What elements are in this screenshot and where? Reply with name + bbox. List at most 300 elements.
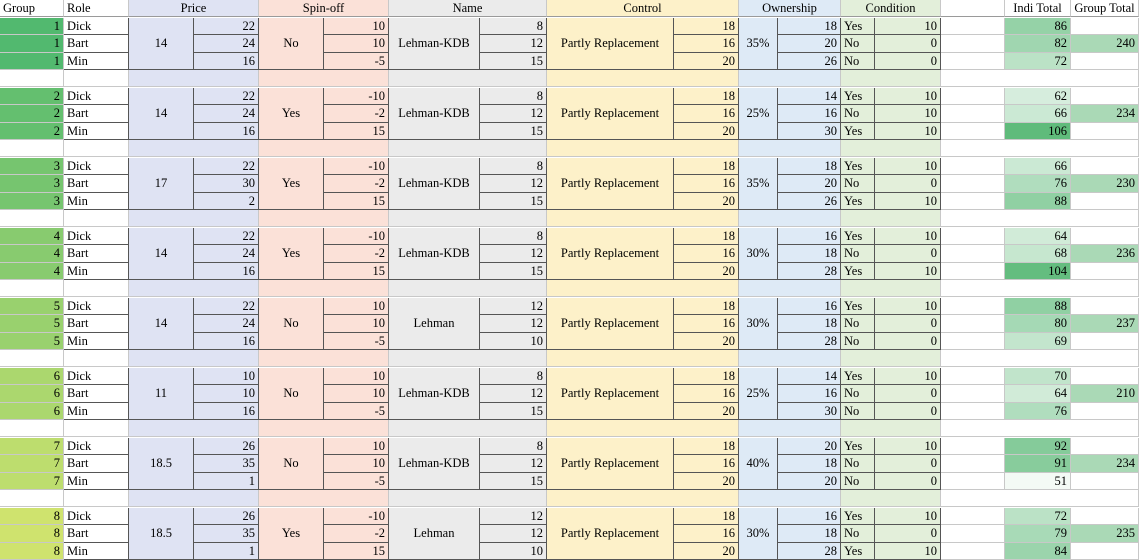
cell-control-value[interactable]: 20	[674, 193, 739, 210]
cell-price-merged[interactable]: 14	[129, 298, 194, 350]
cell-group[interactable]: 6	[0, 385, 64, 402]
cell-blank[interactable]	[941, 525, 1005, 542]
cell-condition-label[interactable]: No	[841, 175, 875, 192]
cell-price-merged[interactable]: 11	[129, 368, 194, 420]
cell-name-value[interactable]: 12	[480, 175, 547, 192]
cell-price-merged[interactable]: 17	[129, 158, 194, 210]
cell-price-value[interactable]: 35	[194, 525, 259, 542]
cell-group-total-blank[interactable]	[1071, 403, 1139, 420]
cell-price-merged[interactable]: 14	[129, 88, 194, 140]
cell-price-merged[interactable]: 18.5	[129, 508, 194, 560]
cell-name-merged[interactable]: Lehman-KDB	[389, 88, 480, 140]
cell-blank[interactable]	[941, 228, 1005, 245]
cell-condition-value[interactable]: 0	[875, 333, 941, 350]
cell-blank[interactable]	[941, 35, 1005, 52]
cell-blank[interactable]	[941, 193, 1005, 210]
cell-name-value[interactable]: 8	[480, 88, 547, 105]
cell-indi-total[interactable]: 66	[1005, 158, 1071, 175]
cell-price-value[interactable]: 35	[194, 455, 259, 472]
cell-condition-value[interactable]: 0	[875, 473, 941, 490]
cell-condition-label[interactable]: No	[841, 53, 875, 70]
cell-spinoff-value[interactable]: 10	[324, 455, 389, 472]
cell-indi-total[interactable]: 106	[1005, 123, 1071, 140]
cell-role[interactable]: Dick	[64, 298, 129, 315]
cell-group[interactable]: 5	[0, 333, 64, 350]
cell-blank[interactable]	[941, 543, 1005, 560]
cell-spinoff-value[interactable]: -5	[324, 53, 389, 70]
cell-role[interactable]: Bart	[64, 315, 129, 332]
cell-role[interactable]: Min	[64, 53, 129, 70]
cell-price-value[interactable]: 22	[194, 298, 259, 315]
cell-ownership-value[interactable]: 18	[778, 525, 841, 542]
cell-ownership-value[interactable]: 30	[778, 403, 841, 420]
cell-spinoff-value[interactable]: 15	[324, 263, 389, 280]
cell-condition-label[interactable]: No	[841, 455, 875, 472]
cell-ownership-value[interactable]: 20	[778, 175, 841, 192]
cell-ownership-merged[interactable]: 30%	[739, 298, 778, 350]
header-indi-total[interactable]: Indi Total	[1005, 0, 1071, 17]
cell-ownership-value[interactable]: 20	[778, 438, 841, 455]
cell-ownership-value[interactable]: 16	[778, 508, 841, 525]
cell-group-total-blank[interactable]	[1071, 228, 1139, 245]
cell-role[interactable]: Min	[64, 193, 129, 210]
cell-condition-label[interactable]: Yes	[841, 543, 875, 560]
cell-condition-value[interactable]: 10	[875, 105, 941, 122]
cell-group-total-blank[interactable]	[1071, 368, 1139, 385]
cell-ownership-value[interactable]: 28	[778, 263, 841, 280]
cell-name-merged[interactable]: Lehman-KDB	[389, 438, 480, 490]
cell-group-total[interactable]: 240	[1071, 35, 1139, 52]
cell-group-total[interactable]: 236	[1071, 245, 1139, 262]
cell-control-value[interactable]: 20	[674, 543, 739, 560]
cell-blank[interactable]	[941, 158, 1005, 175]
cell-blank[interactable]	[941, 333, 1005, 350]
cell-price-value[interactable]: 16	[194, 263, 259, 280]
cell-group-total-blank[interactable]	[1071, 508, 1139, 525]
cell-blank[interactable]	[941, 315, 1005, 332]
cell-role[interactable]: Bart	[64, 245, 129, 262]
cell-spinoff-value[interactable]: 10	[324, 315, 389, 332]
cell-ownership-merged[interactable]: 40%	[739, 438, 778, 490]
cell-name-value[interactable]: 10	[480, 333, 547, 350]
cell-name-merged[interactable]: Lehman-KDB	[389, 228, 480, 280]
cell-indi-total[interactable]: 79	[1005, 525, 1071, 542]
cell-role[interactable]: Bart	[64, 455, 129, 472]
cell-price-value[interactable]: 1	[194, 543, 259, 560]
cell-spinoff-value[interactable]: -10	[324, 508, 389, 525]
cell-spinoff-value[interactable]: -2	[324, 105, 389, 122]
cell-name-value[interactable]: 15	[480, 403, 547, 420]
cell-group[interactable]: 2	[0, 105, 64, 122]
cell-condition-value[interactable]: 10	[875, 368, 941, 385]
cell-control-merged[interactable]: Partly Replacement	[547, 18, 674, 70]
cell-indi-total[interactable]: 76	[1005, 403, 1071, 420]
cell-condition-value[interactable]: 0	[875, 403, 941, 420]
cell-name-value[interactable]: 12	[480, 525, 547, 542]
cell-condition-label[interactable]: Yes	[841, 123, 875, 140]
cell-condition-label[interactable]: No	[841, 315, 875, 332]
cell-indi-total[interactable]: 72	[1005, 53, 1071, 70]
cell-group-total-blank[interactable]	[1071, 543, 1139, 560]
cell-control-value[interactable]: 20	[674, 473, 739, 490]
cell-role[interactable]: Dick	[64, 158, 129, 175]
cell-ownership-value[interactable]: 28	[778, 333, 841, 350]
cell-condition-label[interactable]: No	[841, 473, 875, 490]
header-name[interactable]: Name	[389, 0, 547, 17]
cell-group[interactable]: 4	[0, 228, 64, 245]
cell-indi-total[interactable]: 76	[1005, 175, 1071, 192]
cell-condition-value[interactable]: 0	[875, 455, 941, 472]
cell-ownership-value[interactable]: 16	[778, 228, 841, 245]
cell-name-value[interactable]: 12	[480, 35, 547, 52]
cell-price-value[interactable]: 30	[194, 175, 259, 192]
cell-spinoff-merged[interactable]: Yes	[259, 158, 324, 210]
cell-group-total-blank[interactable]	[1071, 333, 1139, 350]
cell-role[interactable]: Bart	[64, 385, 129, 402]
cell-spinoff-value[interactable]: -10	[324, 228, 389, 245]
cell-group[interactable]: 4	[0, 245, 64, 262]
cell-role[interactable]: Dick	[64, 368, 129, 385]
cell-blank[interactable]	[941, 175, 1005, 192]
cell-control-merged[interactable]: Partly Replacement	[547, 298, 674, 350]
cell-control-value[interactable]: 16	[674, 315, 739, 332]
cell-group[interactable]: 2	[0, 88, 64, 105]
cell-control-value[interactable]: 20	[674, 123, 739, 140]
cell-price-value[interactable]: 24	[194, 315, 259, 332]
cell-spinoff-merged[interactable]: No	[259, 18, 324, 70]
cell-ownership-value[interactable]: 18	[778, 315, 841, 332]
cell-control-value[interactable]: 16	[674, 35, 739, 52]
cell-price-merged[interactable]: 14	[129, 18, 194, 70]
cell-blank[interactable]	[941, 123, 1005, 140]
cell-group-total[interactable]: 234	[1071, 455, 1139, 472]
cell-indi-total[interactable]: 69	[1005, 333, 1071, 350]
cell-spinoff-value[interactable]: -2	[324, 245, 389, 262]
cell-group[interactable]: 1	[0, 53, 64, 70]
cell-group[interactable]: 4	[0, 263, 64, 280]
cell-indi-total[interactable]: 84	[1005, 543, 1071, 560]
cell-indi-total[interactable]: 86	[1005, 18, 1071, 35]
cell-condition-value[interactable]: 0	[875, 245, 941, 262]
cell-role[interactable]: Min	[64, 473, 129, 490]
cell-ownership-value[interactable]: 18	[778, 158, 841, 175]
cell-role[interactable]: Dick	[64, 508, 129, 525]
cell-group-total-blank[interactable]	[1071, 53, 1139, 70]
cell-condition-value[interactable]: 0	[875, 53, 941, 70]
cell-indi-total[interactable]: 70	[1005, 368, 1071, 385]
cell-name-value[interactable]: 15	[480, 53, 547, 70]
cell-name-value[interactable]: 12	[480, 385, 547, 402]
cell-group[interactable]: 7	[0, 438, 64, 455]
cell-name-value[interactable]: 12	[480, 298, 547, 315]
cell-indi-total[interactable]: 66	[1005, 105, 1071, 122]
cell-price-merged[interactable]: 18.5	[129, 438, 194, 490]
cell-control-value[interactable]: 18	[674, 228, 739, 245]
cell-name-value[interactable]: 8	[480, 158, 547, 175]
cell-price-value[interactable]: 22	[194, 228, 259, 245]
cell-spinoff-value[interactable]: 10	[324, 368, 389, 385]
cell-ownership-value[interactable]: 18	[778, 245, 841, 262]
cell-control-value[interactable]: 20	[674, 403, 739, 420]
cell-price-value[interactable]: 24	[194, 35, 259, 52]
cell-role[interactable]: Min	[64, 403, 129, 420]
cell-condition-value[interactable]: 10	[875, 18, 941, 35]
cell-spinoff-value[interactable]: 15	[324, 543, 389, 560]
header-spinoff[interactable]: Spin-off	[259, 0, 389, 17]
cell-name-value[interactable]: 12	[480, 105, 547, 122]
cell-spinoff-value[interactable]: 15	[324, 193, 389, 210]
cell-role[interactable]: Min	[64, 543, 129, 560]
cell-group[interactable]: 8	[0, 525, 64, 542]
cell-indi-total[interactable]: 92	[1005, 438, 1071, 455]
cell-blank[interactable]	[941, 245, 1005, 262]
cell-spinoff-value[interactable]: -5	[324, 403, 389, 420]
cell-condition-label[interactable]: Yes	[841, 158, 875, 175]
cell-price-value[interactable]: 16	[194, 403, 259, 420]
cell-name-merged[interactable]: Lehman	[389, 298, 480, 350]
cell-group-total-blank[interactable]	[1071, 123, 1139, 140]
cell-group[interactable]: 2	[0, 123, 64, 140]
cell-spinoff-value[interactable]: 10	[324, 298, 389, 315]
cell-control-value[interactable]: 16	[674, 175, 739, 192]
cell-price-value[interactable]: 10	[194, 368, 259, 385]
cell-role[interactable]: Min	[64, 263, 129, 280]
cell-condition-label[interactable]: Yes	[841, 88, 875, 105]
cell-blank[interactable]	[941, 18, 1005, 35]
cell-price-merged[interactable]: 14	[129, 228, 194, 280]
cell-condition-value[interactable]: 10	[875, 298, 941, 315]
cell-name-value[interactable]: 8	[480, 368, 547, 385]
cell-name-value[interactable]: 15	[480, 193, 547, 210]
header-price[interactable]: Price	[129, 0, 259, 17]
cell-name-merged[interactable]: Lehman	[389, 508, 480, 560]
cell-spinoff-value[interactable]: 10	[324, 385, 389, 402]
cell-condition-label[interactable]: Yes	[841, 228, 875, 245]
cell-indi-total[interactable]: 72	[1005, 508, 1071, 525]
cell-control-merged[interactable]: Partly Replacement	[547, 228, 674, 280]
cell-indi-total[interactable]: 80	[1005, 315, 1071, 332]
cell-role[interactable]: Dick	[64, 88, 129, 105]
cell-spinoff-value[interactable]: -2	[324, 525, 389, 542]
cell-control-value[interactable]: 16	[674, 245, 739, 262]
cell-condition-label[interactable]: No	[841, 403, 875, 420]
cell-spinoff-value[interactable]: -2	[324, 175, 389, 192]
cell-price-value[interactable]: 24	[194, 105, 259, 122]
cell-group[interactable]: 1	[0, 35, 64, 52]
cell-spinoff-value[interactable]: -5	[324, 473, 389, 490]
cell-ownership-merged[interactable]: 35%	[739, 18, 778, 70]
cell-group[interactable]: 3	[0, 175, 64, 192]
cell-condition-value[interactable]: 0	[875, 315, 941, 332]
cell-ownership-value[interactable]: 26	[778, 193, 841, 210]
cell-group-total-blank[interactable]	[1071, 473, 1139, 490]
header-group-total[interactable]: Group Total	[1071, 0, 1139, 17]
cell-condition-value[interactable]: 10	[875, 228, 941, 245]
cell-condition-value[interactable]: 10	[875, 123, 941, 140]
cell-ownership-merged[interactable]: 30%	[739, 228, 778, 280]
cell-price-value[interactable]: 16	[194, 333, 259, 350]
cell-spinoff-value[interactable]: -5	[324, 333, 389, 350]
cell-price-value[interactable]: 22	[194, 18, 259, 35]
cell-blank[interactable]	[941, 385, 1005, 402]
cell-control-value[interactable]: 16	[674, 455, 739, 472]
cell-group-total-blank[interactable]	[1071, 263, 1139, 280]
cell-price-value[interactable]: 22	[194, 158, 259, 175]
cell-condition-value[interactable]: 0	[875, 525, 941, 542]
cell-name-merged[interactable]: Lehman-KDB	[389, 158, 480, 210]
header-group[interactable]: Group	[0, 0, 64, 17]
cell-blank[interactable]	[941, 53, 1005, 70]
cell-group-total[interactable]: 210	[1071, 385, 1139, 402]
cell-control-value[interactable]: 18	[674, 508, 739, 525]
cell-blank[interactable]	[941, 88, 1005, 105]
cell-group-total[interactable]: 234	[1071, 105, 1139, 122]
cell-control-value[interactable]: 18	[674, 88, 739, 105]
cell-spinoff-value[interactable]: -10	[324, 158, 389, 175]
cell-condition-label[interactable]: No	[841, 35, 875, 52]
header-ownership[interactable]: Ownership	[739, 0, 841, 17]
cell-role[interactable]: Bart	[64, 525, 129, 542]
cell-spinoff-merged[interactable]: No	[259, 438, 324, 490]
cell-price-value[interactable]: 22	[194, 88, 259, 105]
cell-name-value[interactable]: 12	[480, 455, 547, 472]
cell-condition-value[interactable]: 10	[875, 193, 941, 210]
cell-spinoff-merged[interactable]: Yes	[259, 88, 324, 140]
cell-condition-label[interactable]: No	[841, 333, 875, 350]
cell-name-value[interactable]: 12	[480, 315, 547, 332]
cell-group[interactable]: 7	[0, 473, 64, 490]
cell-control-value[interactable]: 20	[674, 53, 739, 70]
cell-indi-total[interactable]: 68	[1005, 245, 1071, 262]
cell-price-value[interactable]: 16	[194, 123, 259, 140]
cell-role[interactable]: Min	[64, 333, 129, 350]
cell-group[interactable]: 8	[0, 508, 64, 525]
cell-group[interactable]: 3	[0, 193, 64, 210]
cell-condition-label[interactable]: Yes	[841, 263, 875, 280]
cell-group-total-blank[interactable]	[1071, 438, 1139, 455]
cell-group[interactable]: 5	[0, 315, 64, 332]
header-condition[interactable]: Condition	[841, 0, 941, 17]
cell-condition-label[interactable]: No	[841, 245, 875, 262]
cell-blank[interactable]	[941, 438, 1005, 455]
cell-price-value[interactable]: 24	[194, 245, 259, 262]
cell-group[interactable]: 6	[0, 368, 64, 385]
cell-indi-total[interactable]: 82	[1005, 35, 1071, 52]
cell-spinoff-value[interactable]: 15	[324, 123, 389, 140]
cell-role[interactable]: Min	[64, 123, 129, 140]
cell-control-value[interactable]: 18	[674, 158, 739, 175]
cell-blank[interactable]	[941, 298, 1005, 315]
cell-condition-label[interactable]: Yes	[841, 298, 875, 315]
cell-blank[interactable]	[941, 455, 1005, 472]
cell-condition-value[interactable]: 10	[875, 263, 941, 280]
cell-spinoff-value[interactable]: 10	[324, 438, 389, 455]
cell-control-value[interactable]: 20	[674, 263, 739, 280]
cell-name-value[interactable]: 10	[480, 543, 547, 560]
cell-control-value[interactable]: 20	[674, 333, 739, 350]
cell-price-value[interactable]: 10	[194, 385, 259, 402]
cell-group-total-blank[interactable]	[1071, 18, 1139, 35]
cell-name-value[interactable]: 8	[480, 228, 547, 245]
cell-indi-total[interactable]: 64	[1005, 385, 1071, 402]
cell-group[interactable]: 6	[0, 403, 64, 420]
cell-indi-total[interactable]: 88	[1005, 298, 1071, 315]
cell-control-merged[interactable]: Partly Replacement	[547, 158, 674, 210]
cell-ownership-value[interactable]: 14	[778, 368, 841, 385]
cell-group[interactable]: 7	[0, 455, 64, 472]
cell-ownership-merged[interactable]: 25%	[739, 368, 778, 420]
cell-control-value[interactable]: 18	[674, 438, 739, 455]
cell-name-value[interactable]: 8	[480, 438, 547, 455]
cell-condition-label[interactable]: No	[841, 105, 875, 122]
cell-name-merged[interactable]: Lehman-KDB	[389, 368, 480, 420]
cell-ownership-value[interactable]: 18	[778, 18, 841, 35]
cell-spinoff-value[interactable]: 10	[324, 18, 389, 35]
cell-name-value[interactable]: 15	[480, 123, 547, 140]
cell-condition-label[interactable]: Yes	[841, 438, 875, 455]
cell-group-total-blank[interactable]	[1071, 298, 1139, 315]
cell-control-value[interactable]: 16	[674, 385, 739, 402]
cell-indi-total[interactable]: 88	[1005, 193, 1071, 210]
cell-group-total-blank[interactable]	[1071, 193, 1139, 210]
cell-spinoff-value[interactable]: 10	[324, 35, 389, 52]
cell-group-total[interactable]: 237	[1071, 315, 1139, 332]
cell-ownership-merged[interactable]: 30%	[739, 508, 778, 560]
cell-ownership-value[interactable]: 20	[778, 473, 841, 490]
cell-group-total[interactable]: 230	[1071, 175, 1139, 192]
cell-name-value[interactable]: 12	[480, 508, 547, 525]
cell-group[interactable]: 8	[0, 543, 64, 560]
cell-price-value[interactable]: 2	[194, 193, 259, 210]
cell-role[interactable]: Dick	[64, 228, 129, 245]
cell-group[interactable]: 3	[0, 158, 64, 175]
cell-price-value[interactable]: 1	[194, 473, 259, 490]
cell-ownership-value[interactable]: 16	[778, 105, 841, 122]
cell-spinoff-merged[interactable]: Yes	[259, 508, 324, 560]
cell-blank[interactable]	[941, 263, 1005, 280]
cell-role[interactable]: Bart	[64, 105, 129, 122]
cell-blank[interactable]	[941, 105, 1005, 122]
cell-control-value[interactable]: 16	[674, 525, 739, 542]
cell-name-merged[interactable]: Lehman-KDB	[389, 18, 480, 70]
cell-group-total-blank[interactable]	[1071, 88, 1139, 105]
cell-control-merged[interactable]: Partly Replacement	[547, 438, 674, 490]
cell-price-value[interactable]: 26	[194, 438, 259, 455]
cell-ownership-value[interactable]: 14	[778, 88, 841, 105]
cell-blank[interactable]	[941, 473, 1005, 490]
cell-group-total-blank[interactable]	[1071, 158, 1139, 175]
cell-role[interactable]: Bart	[64, 175, 129, 192]
header-control[interactable]: Control	[547, 0, 739, 17]
cell-role[interactable]: Bart	[64, 35, 129, 52]
cell-spinoff-value[interactable]: -10	[324, 88, 389, 105]
cell-condition-label[interactable]: Yes	[841, 508, 875, 525]
cell-control-value[interactable]: 18	[674, 298, 739, 315]
cell-spinoff-merged[interactable]: No	[259, 368, 324, 420]
cell-condition-label[interactable]: Yes	[841, 368, 875, 385]
cell-control-value[interactable]: 16	[674, 105, 739, 122]
cell-ownership-value[interactable]: 26	[778, 53, 841, 70]
cell-blank[interactable]	[941, 403, 1005, 420]
cell-role[interactable]: Dick	[64, 18, 129, 35]
cell-indi-total[interactable]: 91	[1005, 455, 1071, 472]
cell-control-value[interactable]: 18	[674, 18, 739, 35]
cell-spinoff-merged[interactable]: No	[259, 298, 324, 350]
cell-condition-label[interactable]: Yes	[841, 193, 875, 210]
cell-group[interactable]: 5	[0, 298, 64, 315]
cell-condition-value[interactable]: 10	[875, 158, 941, 175]
header-blank[interactable]	[941, 0, 1005, 17]
